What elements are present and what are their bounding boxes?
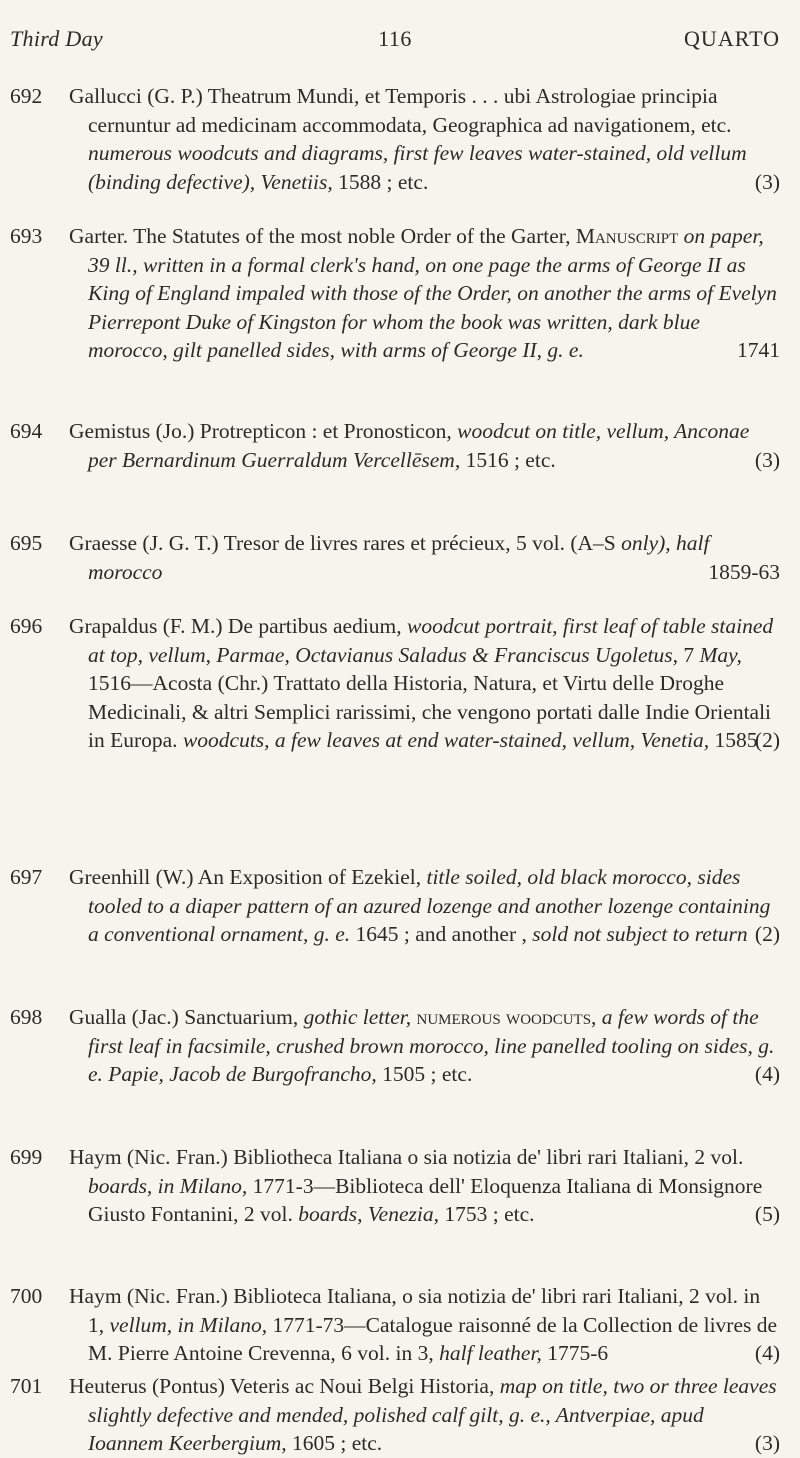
description-segment: 1771-3—Biblioteca dell' Eloquenza Italiana di Monsignore Giusto Fontanini, 2 vol. — [88, 1173, 763, 1226]
description-segment: boards, Venezia, — [298, 1202, 439, 1226]
lot-count: (3) — [754, 447, 780, 472]
lot-description — [69, 529, 780, 586]
lot-entry — [10, 222, 790, 365]
description-segment: woodcut portrait, first leaf of table stained at top, vellum, Parmae, Octavianus Saladus & Franciscus Ugoletus, — [88, 614, 774, 667]
description-segment: Gualla (Jac.) Sanctuarium, — [69, 1005, 304, 1029]
lot-entry — [10, 1003, 790, 1089]
lot-entry — [10, 1143, 790, 1229]
description-segment: 7 — [678, 642, 700, 667]
description-segment: 1505 ; etc. — [376, 1062, 473, 1086]
lot-count: (4) — [754, 1062, 780, 1086]
lot-number: 692 — [10, 84, 43, 108]
lot-count: (2) — [754, 728, 780, 752]
lot-number: 698 — [10, 1005, 43, 1029]
lot-number: 694 — [10, 419, 43, 443]
description-segment: only), half morocco — [88, 531, 710, 584]
description-segment: boards, in Milano, — [88, 1173, 248, 1198]
lot-count: (2) — [754, 922, 780, 946]
description-segment: Heuterus (Pontus) Veteris ac Noui Belgi Historia, — [69, 1374, 500, 1398]
description-segment: 1775-6 — [541, 1341, 609, 1365]
lot-entry — [10, 82, 790, 196]
header-format: QUARTO — [684, 26, 780, 51]
lot-entry — [10, 529, 790, 586]
description-segment: vellum, in Milano, — [109, 1312, 268, 1337]
description-segment: title soiled, old black morocco, sides tooled to a diaper pattern of an azured lozenge and another lozenge containing a conventional ornament, g. e. — [88, 865, 771, 946]
description-segment: Greenhill (W.) An Exposition of Ezekiel, — [69, 865, 427, 889]
lot-entry — [10, 1282, 790, 1368]
description-segment: sold not subject to return — [532, 922, 748, 946]
description-segment: 1605 ; etc. — [286, 1431, 383, 1455]
lot-count: 1741 — [737, 338, 780, 362]
description-segment: Haym (Nic. Fran.) Bibliotheca Italiana o sia notizia de' libri rari Italiani, 2 vol. — [69, 1145, 744, 1169]
description-segment: Graesse (J. G. T.) Tresor de livres rares et précieux, 5 vol. (A–S — [69, 531, 622, 555]
lot-description — [69, 417, 780, 474]
description-segment: numerous woodcuts, — [416, 1005, 597, 1029]
lot-description — [69, 222, 780, 365]
description-segment: Gemistus (Jo.) Protrepticon : et Pronosticon, — [69, 419, 458, 443]
lot-description — [69, 1003, 780, 1089]
lot-count: 1859-63 — [708, 559, 780, 584]
description-segment: half leather, — [439, 1341, 542, 1365]
description-segment: woodcut on title, vellum, Anconae per Bernardinum Guerraldum Vercellēsem, — [88, 419, 750, 472]
description-segment: Manuscript — [575, 224, 679, 248]
lot-number: 697 — [10, 865, 43, 889]
lot-entry — [10, 417, 790, 474]
description-segment: 1516—Acosta (Chr.) Trattato della Historia, Natura, et Virtu delle Droghe Medicinali, & altri Semplici rarissimi, che vengono portati dalle Indie Orientali in Europa. — [88, 671, 772, 752]
page-number: 116 — [378, 26, 412, 51]
lot-number: 700 — [10, 1284, 43, 1308]
lot-number: 695 — [10, 531, 43, 555]
lot-number: 696 — [10, 614, 43, 638]
description-segment: numerous woodcuts and diagrams, first few leaves water-stained, old vellum (binding defective), Venetiis, — [88, 141, 747, 194]
lot-description — [69, 1372, 780, 1458]
lot-count: (3) — [754, 169, 780, 194]
lot-number: 701 — [10, 1374, 43, 1398]
lot-description — [69, 612, 780, 755]
description-segment: map on title, two or three leaves slightly defective and mended, polished calf gilt, g. e., Antverpiae, apud Ioannem Keerbergium, — [88, 1374, 777, 1455]
description-segment: Grapaldus (F. M.) De partibus aedium, — [69, 614, 408, 638]
lot-number: 693 — [10, 224, 43, 248]
lot-description — [69, 82, 780, 196]
description-segment: Gallucci (G. P.) Theatrum Mundi, et Temporis . . . ubi Astrologiae principia cernuntur ad medicinam accommodata, Geographica ad navigationem, etc. — [69, 84, 732, 137]
page-header — [10, 26, 790, 58]
lot-description — [69, 1282, 780, 1368]
description-segment: Haym (Nic. Fran.) Biblioteca Italiana, o sia notizia de' libri rari Italiani, 2 vol. in 1, — [69, 1284, 761, 1337]
lot-description — [69, 1143, 780, 1229]
lot-number: 699 — [10, 1145, 43, 1169]
description-segment: a few words of the first leaf in facsimile, crushed brown morocco, line panelled tooling on sides, g. e. Papie, Jacob de Burgofrancho, — [88, 1005, 775, 1086]
description-segment: 1645 ; and another , — [350, 922, 533, 946]
lot-count: (3) — [754, 1431, 780, 1455]
description-segment: May, — [699, 642, 742, 667]
description-segment: 1753 ; etc. — [438, 1202, 535, 1226]
description-segment: Garter. The Statutes of the most noble Order of the Garter, — [69, 224, 576, 248]
description-segment: woodcuts, a few leaves at end water-stained, vellum, Venetia, — [182, 728, 710, 752]
description-segment: 1588 ; etc. — [332, 169, 429, 194]
description-segment: 1585 — [709, 728, 758, 752]
lot-entry — [10, 612, 790, 755]
description-segment: gothic letter, — [303, 1005, 412, 1029]
description-segment: 1516 ; etc. — [460, 447, 556, 472]
lot-count: (4) — [754, 1341, 780, 1365]
lot-entry — [10, 1372, 790, 1458]
header-day: Third Day — [10, 26, 103, 51]
description-segment: on paper, 39 ll., written in a formal clerk's hand, on one page the arms of George II as King of England impaled with those of the Order, on another the arms of Evelyn Pierrepont Duke of Kingston for whom the book was written, dark blue morocco, gilt panelled sides, with arms of George II, g. e. — [88, 224, 777, 362]
description-segment: 1771-73—Catalogue raisonné de la Collection de livres de M. Pierre Antoine Crevenna, 6 vol. in 3, — [88, 1312, 778, 1365]
lot-count: (5) — [754, 1202, 780, 1226]
lot-entry — [10, 863, 790, 949]
lot-description — [69, 863, 780, 949]
